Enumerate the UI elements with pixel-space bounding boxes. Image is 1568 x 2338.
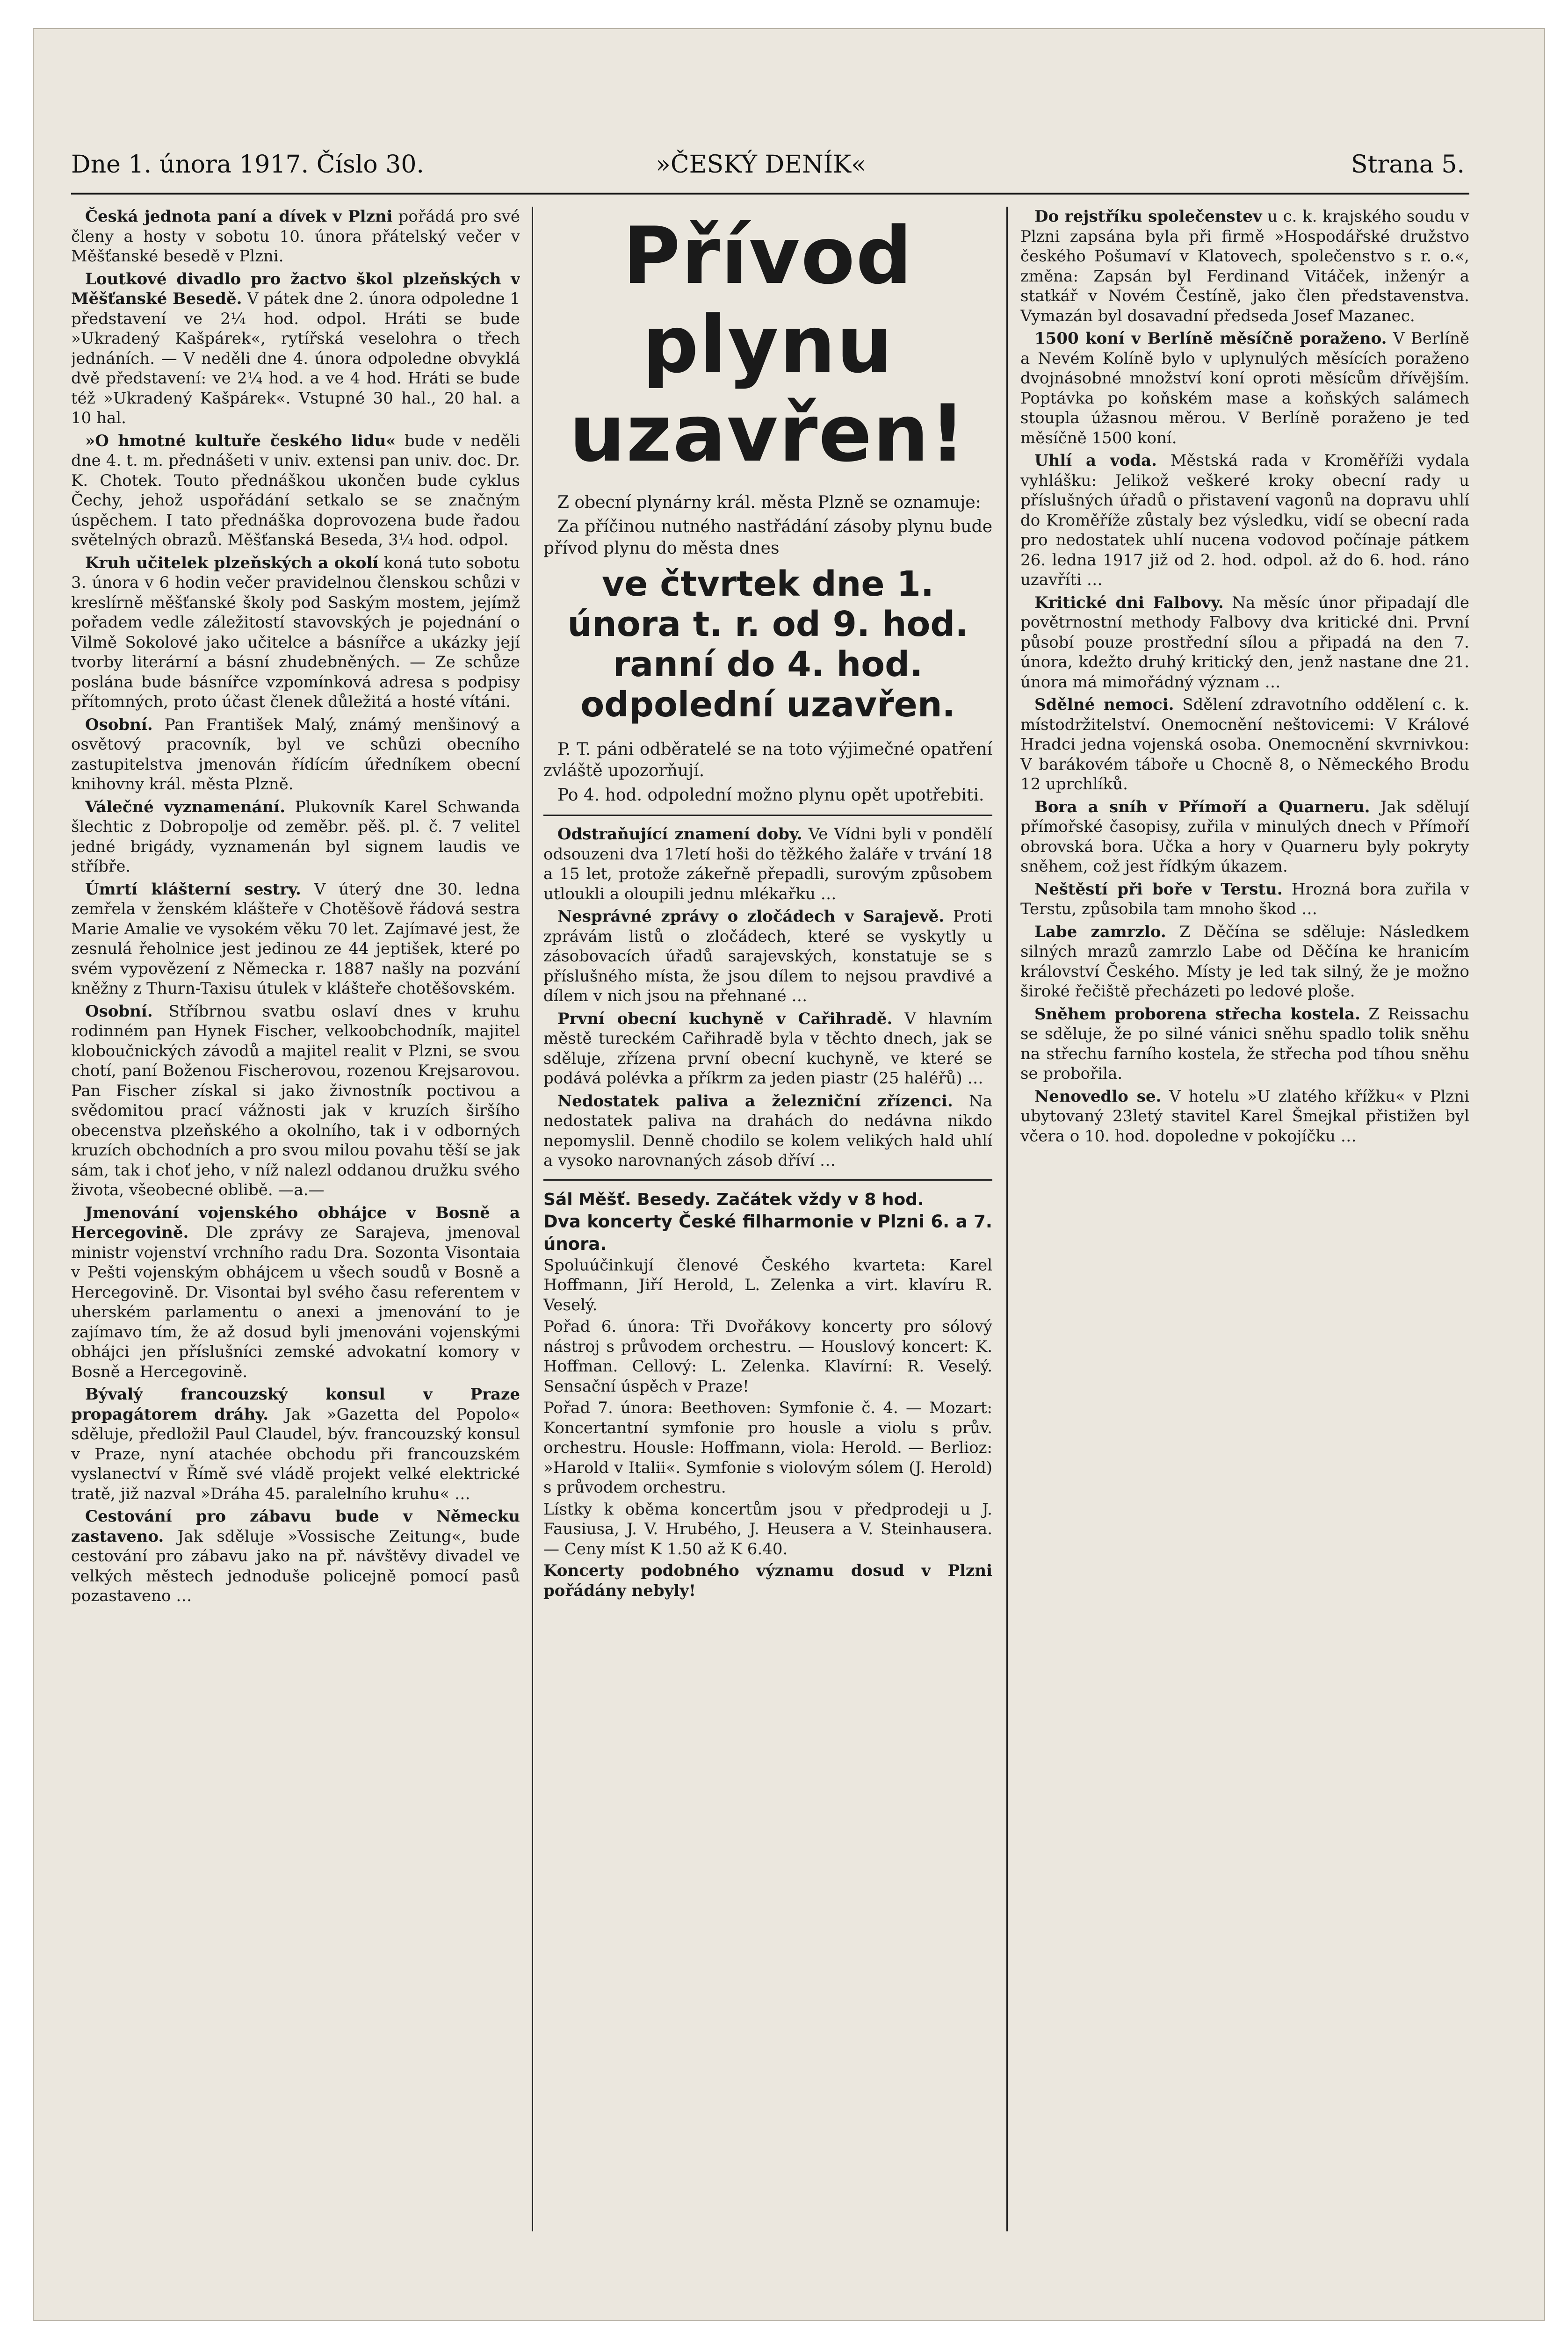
article <box>71 797 520 877</box>
article-headline: Bývalý francouzský konsul v Praze propagátorem dráhy. <box>71 1385 520 1424</box>
article-headline: Válečné vyznamenání. <box>85 797 286 816</box>
article-headline: Bora a sníh v Přímoří a Quarneru. <box>1034 797 1370 816</box>
column-divider <box>532 207 533 2231</box>
article <box>71 553 520 712</box>
article-text: V hotelu »U zlatého křížku« v Plzni ubytovaný 23letý stavitel Karel Šmejkal přistižen byl včera o 10. hod. dopoledne v pokojíčku … <box>1020 1087 1469 1146</box>
page-header <box>71 151 1465 188</box>
article-text: koná tuto sobotu 3. února v 6 hodin večer pravidelnou členskou schůzi v kreslírně měšťanské školy pod Saským mostem, jejímž pořadem vedle záležitostí stavovských je pojednání o Vilmě Sokolové jako učitelce a básnířce a ukázky její tvorby literární a básní zhudebněných. — Ze schůze poslána bude básnířce vzpomínková adresa s podpisy přítomných, proto účast členek důležitá a hosté vítáni. <box>71 553 520 711</box>
article-text: Jak sděluje »Vossische Zeitung«, bude cestování pro zábavu jako na př. návštěvy divadel ve velkých městech jednoduše policejně pomocí pasů pozastaveno … <box>71 1527 520 1605</box>
article-text: V pátek dne 2. února odpoledne 1 představení ve 2¼ hod. odpol. Hráti se bude »Ukradený Kašpárek«, rytířská veselohra o třech jednáních. — V neděli dne 4. února odpoledne obvyklá dvě představení: ve 2¼ hod. a ve 4 hod. Hráti se bude též »Ukradený Kašpárek«. Vstupné 30 hal., 20 hal. a 10 hal. <box>71 289 520 427</box>
concert-venue: Sál Měšť. Besedy. Začátek vždy v 8 hod. <box>543 1190 924 1209</box>
article <box>71 1203 520 1382</box>
article-text: Sdělení zdravotního oddělení c. k. místodržitelství. Onemocnění neštovicemi: V Králové Hradci jedna vojenská osoba. Onemocnění skvrnivkou: V barákovém táboře u Chocně 8, o Německého Brodu 12 uprchlíků. <box>1020 695 1469 794</box>
article-text: V hlavním městě tureckém Cařihradě byla v těchto dnech, jak se sděluje, zřízena první obecní kuchyně, ve které se podává polévka a příkrm za jeden piastr (25 haléřů) … <box>543 1009 992 1088</box>
article-text: Na měsíc únor připadají dle povětrnostní methody Falbovy dva kritické dni. První působí pouze prostřední sílou a připadá na den 7. února, kdežto druhý kritický den, jenž nastane dne 21. února má mimořádný význam … <box>1020 593 1469 692</box>
article-text: Na nedostatek paliva na drahách do nedávna nikdo nepomyslil. Denně chodilo se kolem velikých hald uhlí a vysoko narovnaných zásob dříví … <box>543 1091 992 1170</box>
article-headline: Jmenování vojenského obhájce v Bosně a Hercegovině. <box>71 1203 520 1242</box>
concert-paragraph: Pořad 6. února: Tři Dvořákovy koncerty pro sólový nástroj s průvodem orchestru. — Houslový koncert: K. Hoffman. Cellový: L. Zelenka. Klavírní: R. Veselý. Sensační úspěch v Praze! <box>543 1317 992 1396</box>
article-text: Ve Vídni byli v pondělí odsouzeni dva 17letí hoši do těžkého žaláře v trvání 18 a 15 let, protože zákeřně přepadli, surovým způsobem utloukli a oloupili jednu mlékařku … <box>543 825 992 903</box>
article <box>543 824 992 904</box>
column-divider <box>1006 207 1008 2231</box>
article <box>71 880 520 999</box>
concert-paragraph: Spoluúčinkují členové Českého kvarteta: Karel Hoffmann, Jiří Herold, L. Zelenka a virt. klavíru R. Veselý. <box>543 1256 992 1314</box>
gas-notice-line: Po 4. hod. odpolední možno plynu opět upotřebiti. <box>557 786 984 805</box>
article-headline: Cestování pro zábavu bude v Německu zastaveno. <box>71 1507 520 1546</box>
article-headline: Úmrtí klášterní sestry. <box>85 880 301 899</box>
article-text: u c. k. krajského soudu v Plzni zapsána byla při firmě »Hospodářské družstvo českého Pošumaví v Klatovech, společenstvo s r. o.«, změna: Zapsán byl Ferdinand Vitáček, inženýr a statkář v Novém Čestíně, jako člen představenstva. Vymazán byl dosavadní předseda Josef Mazanec. <box>1020 207 1469 325</box>
article-headline: Osobní. <box>85 715 153 734</box>
article-text: pořádá pro své členy a hosty v sobotu 10. února přátelský večer v Měšťanské besedě v Plzni. <box>71 207 520 266</box>
article <box>71 715 520 794</box>
column-1 <box>71 207 520 2231</box>
article-headline: »O hmotné kultuře českého lidu« <box>85 431 396 450</box>
article <box>71 1507 520 1606</box>
article-headline: Do rejstříku společenstev <box>1034 207 1262 226</box>
article-text: Z Děčína se sděluje: Následkem silných mrazů zamrzlo Labe od Děčína ke hranicím království Českého. Místy je led tak silný, že je možno široké řečiště přecházeti po ledové ploše. <box>1020 922 1469 1001</box>
article-headline: Sdělné nemoci. <box>1034 695 1174 714</box>
article-text: V úterý dne 30. ledna zemřela v ženském klášteře v Chotěšově řádová sestra Marie Amalie ve vysokém věku 70 let. Zajímavé jest, že zesnulá řeholnice jest jedinou ze 44 jeptišek, které po svém vypovězení z Německa r. 1887 našly na pozvání kněžny z Thurn-Taxisu útulek v klášteře chotěšovském. <box>71 880 520 998</box>
article-headline: Odstraňující znamení doby. <box>557 825 802 844</box>
article-text: Hrozná bora zuřila v Terstu, způsobila tam mnoho škod … <box>1020 880 1469 918</box>
divider <box>543 1179 992 1181</box>
header-date: Dne 1. února 1917. Číslo 30. <box>71 151 424 179</box>
gas-notice-line: Za příčinou nutného nastřádání zásoby plynu bude přívod plynu do města dnes <box>543 517 992 558</box>
article-text: V Berlíně a Nevém Kolíně bylo v uplynulých měsících poraženo dvojnásobné množství koní oproti měsícům dřívějším. Poptávka po koňském mase a koňských salámech stoupla úžasnou měrou. V Berlíně poraženo je teď měsíčně 1500 koní. <box>1020 329 1469 447</box>
article <box>1020 695 1469 794</box>
header-page: Strana 5. <box>1351 151 1465 179</box>
article <box>1020 207 1469 326</box>
concert-paragraph: Koncerty podobného významu dosud v Plzni pořádány nebyly! <box>543 1561 992 1600</box>
column-2-articles <box>543 824 992 1171</box>
divider <box>543 815 992 816</box>
article <box>71 269 520 428</box>
article-headline: Kritické dni Falbovy. <box>1034 593 1224 612</box>
header-title: »ČESKÝ DENÍK« <box>656 151 866 179</box>
article <box>71 1002 520 1200</box>
gas-notice-line: P. T. páni odběratelé se na toto výjimečné opatření zvláště upozorňují. <box>543 740 992 780</box>
article-headline: Uhlí a voda. <box>1034 451 1157 470</box>
article-headline: Nesprávné zprávy o zločádech v Sarajevě. <box>557 907 945 926</box>
article-headline: Nenovedlo se. <box>1034 1087 1162 1106</box>
article-headline: Česká jednota paní a dívek v Plzni <box>85 207 393 226</box>
gas-notice-line: Z obecní plynárny král. města Plzně se oznamuje: <box>557 493 981 512</box>
article-text: Jak »Gazetta del Popolo« sděluje, předložil Paul Claudel, býv. francouzský konsul v Praze, nyní atachée obchodu při francouzském vyslanectví v Římě své vládě projekt velké elektrické tratě, již nazval »Dráha 45. paralelního kruhu« … <box>71 1405 520 1503</box>
concert-paragraph: Lístky k oběma koncertům jsou v předprodeji u J. Fausiusa, J. V. Hrubého, J. Heusera a V. Steinhausera. — Ceny míst K 1.50 až K 6.40. <box>543 1500 992 1559</box>
article-text: Proti zprávám listů o zločádech, které se vyskytly u zásobovacích úřadů sarajevských, konstatuje se s příslušného místa, že jsou dílem to nejsou pravdivé a dílem v nich jsou na přehnané … <box>543 907 992 1005</box>
article-text: bude v neděli dne 4. t. m. přednášeti v univ. extensi pan univ. doc. Dr. K. Chotek. Touto přednáškou ukončen bude cyklus Čechy, jehož uspořádání setkalo se se značným úspěchem. I tato přednáška doprovozena bude řadou světelných obrazů. Měšťanská Beseda, 3¼ hod. odpol. <box>71 431 520 549</box>
header-rule <box>71 193 1469 195</box>
gas-notice-title: Přívod plynu uzavřen! <box>569 210 967 479</box>
article <box>1020 451 1469 590</box>
article <box>71 207 520 267</box>
article <box>71 1385 520 1504</box>
concert-paragraph: Pořad 7. února: Beethoven: Symfonie č. 4. — Mozart: Koncertantní symfonie pro housle a violu s prův. orchestru. Housle: Hoffmann, viola: Herold. — Berlioz: »Harold v Italii«. Symfonie s violovým sólem (J. Herold) s průvodem orchestru. <box>543 1399 992 1497</box>
article <box>543 1009 992 1089</box>
article-text: Stříbrnou svatbu oslaví dnes v kruhu rodinném pan Hynek Fischer, velkoobchodník, majitel kloboučnických závodů a majitel realit v Plzni, se svou chotí, paní Boženou Fischerovou, rozenou Krejsarovou. Pan Fischer získal si jako živnostník poctivou a svědomitou prací vážnosti jak v kruzích širšího obecenstva plzeňského a okolního, tak i v odborných kruzích obchodních a pro svou milou povahu těší se jak sám, tak i choť jeho, v níž nalezl oddanou družku svého života, všeobecné oblibě. —a.— <box>71 1002 520 1199</box>
article <box>1020 880 1469 919</box>
article-headline: 1500 koní v Berlíně měsíčně poraženo. <box>1034 329 1387 348</box>
article <box>1020 1004 1469 1084</box>
article <box>1020 922 1469 1002</box>
article-headline: Osobní. <box>85 1002 153 1021</box>
article <box>1020 329 1469 448</box>
column-3 <box>1020 207 1469 2231</box>
gas-notice-date: ve čtvrtek dne 1. února t. r. od 9. hod. ranní do 4. hod. odpolední uzavřen. <box>567 564 968 725</box>
article-headline: Kruh učitelek plzeňských a okolí <box>85 553 379 572</box>
concert-announcement <box>543 1189 992 1601</box>
article <box>1020 1087 1469 1147</box>
article-headline: První obecní kuchyně v Cařihradě. <box>557 1009 893 1028</box>
article-headline: Nedostatek paliva a železniční zřízenci. <box>557 1091 953 1111</box>
article-headline: Neštěstí při boře v Terstu. <box>1034 880 1283 899</box>
article <box>1020 797 1469 877</box>
newspaper-page <box>33 28 1545 2321</box>
article-text: Městská rada v Kroměříži vydala vyhlášku: Jelikož veškeré kroky obecní rady u příslušných úřadů o přistavení vagonů na dopravu uhlí do Kroměříže zůstaly bez výsledku, vidí se obecní rada pro nedostatek uhlí nucena vodovod počínaje pátkem 26. ledna 1917 již od 2. hod. odpol. až do 6. hod. ráno uzavříti … <box>1020 451 1469 589</box>
article-headline: Labe zamrzlo. <box>1034 922 1166 941</box>
article-text: Pan František Malý, známý menšinový a osvětový pracovník, byl ve schůzi obecního zastupitelstva jmenován řídícím úředníkem obecní knihovny král. města Plzně. <box>71 715 520 794</box>
article <box>71 431 520 550</box>
concert-headline: Dva koncerty České filharmonie v Plzni 6. a 7. února. <box>543 1211 992 1254</box>
article <box>543 1091 992 1171</box>
article-text: Plukovník Karel Schwanda šlechtic z Dobropolje od zeměbr. pěš. pl. č. 7 velitel jedné brigády, vyznamenán byl signem laudis ve stříbře. <box>71 797 520 876</box>
article-headline: Loutkové divadlo pro žactvo škol plzeňských v Měšťanské Besedě. <box>71 269 520 308</box>
article-text: Z Reissachu se sděluje, že po silné vánici sněhu spadlo tolik sněhu na střechu farního kostela, že střecha pod tíhou sněhu se probořila. <box>1020 1004 1469 1083</box>
article-text: Jak sdělují přímořské časopisy, zuřila v minulých dnech v Přímoří obrovská bora. Učka a hory v Quarneru byly pokryty sněhem, což jest řídkým úkazem. <box>1020 797 1469 876</box>
column-2 <box>543 207 992 2231</box>
article <box>543 907 992 1006</box>
article <box>1020 593 1469 693</box>
article-headline: Sněhem proborena střecha kostela. <box>1034 1004 1360 1024</box>
article-text: Dle zprávy ze Sarajeva, jmenoval ministr vojenství vrchního radu Dra. Sozonta Visontaia v Pešti vojenským obhájcem u všech soudů v Bosně a Hercegovině. Dr. Visontai byl svého času referentem v uherském parlamentu o anexi a jmenování to je zajímavo tím, že až dosud byli jmenováni vojenskými obhájci jen příslušníci zemské advokatní komory v Bosně a Hercegovině. <box>71 1223 520 1381</box>
